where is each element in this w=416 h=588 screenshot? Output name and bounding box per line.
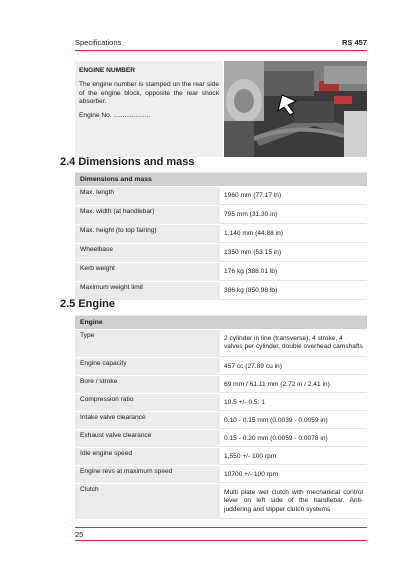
engine-number-field: Engine No. .................... xyxy=(79,111,151,119)
footer-divider-bottom xyxy=(75,540,367,541)
row-value: 0.10 - 0.15 mm (0.0039 - 0.0059 in) xyxy=(220,412,367,429)
page-header xyxy=(75,38,367,50)
row-label: Max. width (at handlebar) xyxy=(75,206,220,224)
table-row xyxy=(75,411,367,429)
row-label: Wheelbase xyxy=(75,244,220,262)
header-section: Specifications xyxy=(75,38,122,47)
row-value: 1960 mm (77.17 in) xyxy=(220,187,367,205)
row-label: Bore / stroke xyxy=(75,376,220,393)
row-label: Type xyxy=(75,330,220,357)
row-value: 69 mm / 61.11 mm (2.72 in / 2.41 in) xyxy=(220,376,367,393)
engine-number-photo xyxy=(224,61,367,157)
row-value: 10.5 +/- 0.5: 1 xyxy=(220,394,367,411)
table-row xyxy=(75,429,367,447)
engine-table-header: Engine xyxy=(75,315,367,329)
row-value: 1350 mm (53.15 in) xyxy=(220,244,367,262)
row-value: 386 kg (850.98 lb) xyxy=(220,282,367,300)
table-row xyxy=(75,357,367,375)
header-model: RS 457 xyxy=(341,38,367,47)
row-value: 0.15 - 0.20 mm (0.0059 - 0.0078 in) xyxy=(220,430,367,447)
row-label: Maximum weight limit xyxy=(75,282,220,300)
row-label: Kerb weight xyxy=(75,263,220,281)
table-row xyxy=(75,465,367,483)
row-label: Exhaust valve clearance xyxy=(75,430,220,447)
footer-divider-top xyxy=(75,527,367,528)
row-label: Clutch xyxy=(75,484,220,519)
row-label: Intake valve clearance xyxy=(75,412,220,429)
engine-number-title: ENGINE NUMBER xyxy=(79,67,136,74)
row-label: Engine revs at maximum speed xyxy=(75,466,220,483)
section-title-dimensions: 2.4 Dimensions and mass xyxy=(60,156,195,168)
row-value: Multi plate wet clutch with mechanical control lever on left side of the handlebar. Anti-juddering and slipper clutch systems xyxy=(220,484,367,519)
table-row xyxy=(75,375,367,393)
table-row xyxy=(75,393,367,411)
table-row xyxy=(75,329,367,357)
table-row xyxy=(75,186,367,205)
table-row xyxy=(75,243,367,262)
table-row xyxy=(75,447,367,465)
row-label: Compression ratio xyxy=(75,394,220,411)
table-row xyxy=(75,281,367,300)
engine-photo-illustration xyxy=(224,61,367,157)
row-label: Idle engine speed xyxy=(75,448,220,465)
dimensions-table-header: Dimensions and mass xyxy=(75,172,367,186)
header-divider xyxy=(75,50,367,51)
table-row xyxy=(75,483,367,519)
table-row xyxy=(75,205,367,224)
row-label: Max. length xyxy=(75,187,220,205)
engine-table xyxy=(75,315,367,519)
row-value: 10700 +/- 100 rpm xyxy=(220,466,367,483)
row-value: 2 cylinder in line (transverse), 4 stroke, 4 valves per cylinder, double overhead camshafts xyxy=(220,330,367,357)
section-title-engine: 2.5 Engine xyxy=(60,298,116,310)
row-value: 1,550 +/- 100 rpm xyxy=(220,448,367,465)
page-number: 25 xyxy=(75,530,84,539)
engine-number-description: The engine number is stamped on the rear side of the engine block, opposite the rear shock absorber. xyxy=(79,81,219,106)
table-row xyxy=(75,224,367,243)
table-row xyxy=(75,262,367,281)
row-label: Engine capacity xyxy=(75,358,220,375)
dimensions-table xyxy=(75,172,367,300)
row-value: 457 cc (27.89 cu in) xyxy=(220,358,367,375)
row-value: 1,140 mm (44.88 in) xyxy=(220,225,367,243)
row-value: 176 kg (388.01 lb) xyxy=(220,263,367,281)
row-value: 795 mm (31.30 in) xyxy=(220,206,367,224)
engine-number-box xyxy=(75,61,223,157)
row-label: Max. height (to top fairing) xyxy=(75,225,220,243)
